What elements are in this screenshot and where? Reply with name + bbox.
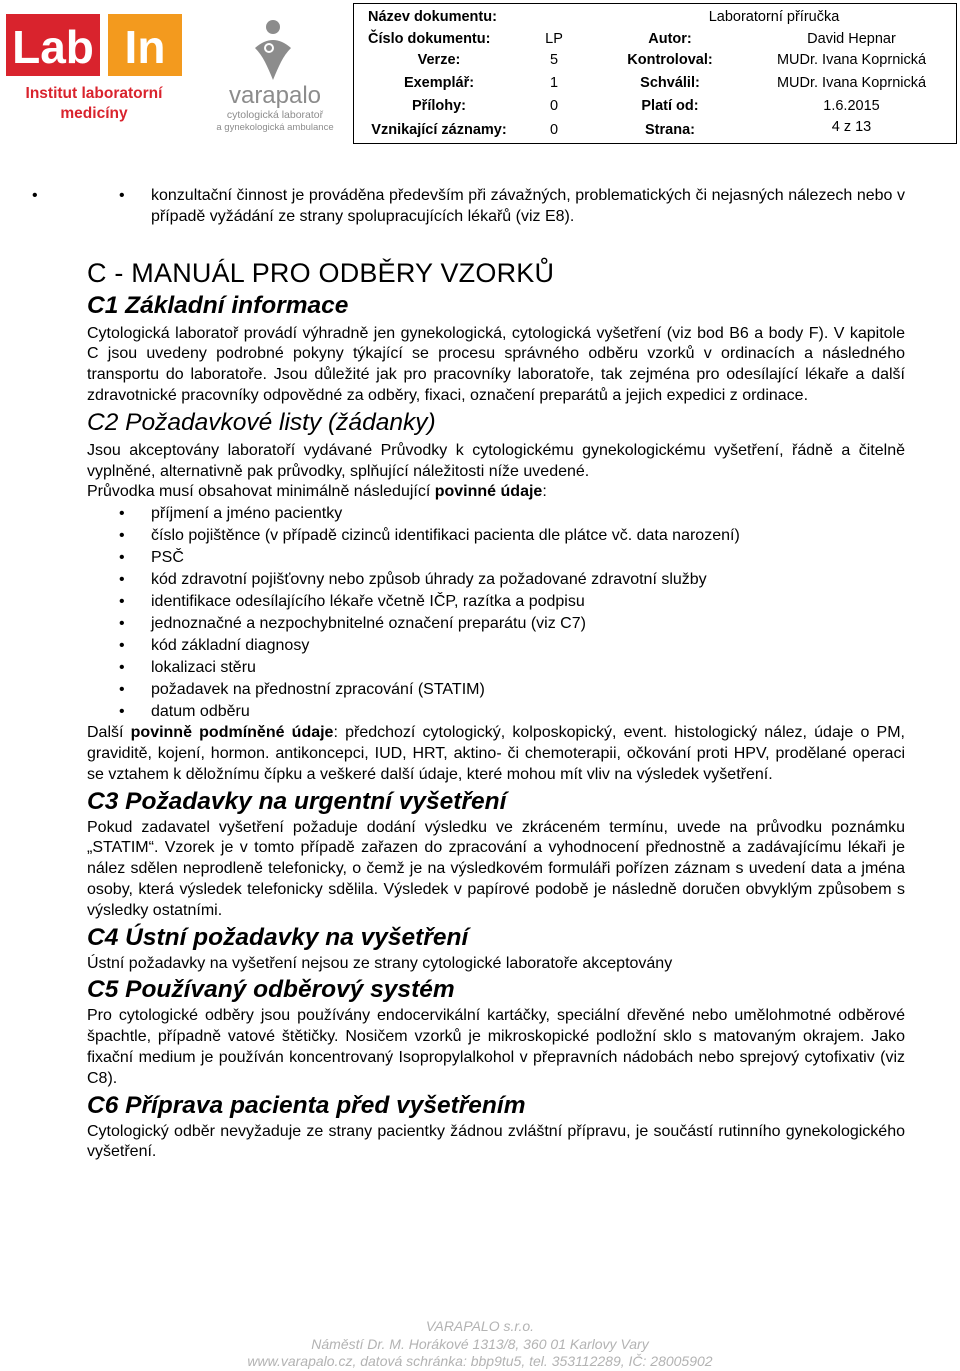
section-c3-title: C3 Požadavky na urgentní vyšetření [87,787,507,815]
document-info-table [353,3,957,144]
info-row-copy [354,72,956,94]
c2-text3-pre: Další [87,724,131,742]
in-logo-text: In [124,21,166,73]
list-item: • datum odběru [87,701,905,723]
varapalo-emblem-icon [255,20,291,80]
section-c2-text3 [87,723,905,785]
label-version: Verze: [417,52,461,68]
info-row-version [354,49,956,71]
section-c5-text: Pro cytologické odběry jsou používány endocervikální kartáčky, speciální dřevěné nebo umělohmotné odběrové špachtle, případně vatové štětičky. Nosičem vzorků je mikroskopické podložní sklo s matovaným okrajem. Jako fixační medium je používán koncentrovaný Isopropylalkohol v přepravních nádobách nebo sprejový cytofixativ (viz C8). [87,1007,905,1087]
section-c1-title: C1 Základní informace [87,291,349,319]
info-row-attachments [354,95,956,117]
label-checked-by: Kontroloval: [627,52,713,68]
footer-address: Náměstí Dr. M. Horákové 1313/8, 360 01 Karlovy Vary [311,1335,649,1352]
label-document-name: Název dokumentu: [368,9,497,25]
intro-bullet-text: konzultační činnost je prováděna především při závažných, problematických či nejasných nálezech nebo v případě vyžádání ze strany spolupracujících lékařů (viz E8). [151,187,905,225]
label-attachments: Přílohy: [412,98,466,114]
c2-text2-post: : [542,483,547,501]
label-records: Vznikající záznamy: [371,122,507,138]
list-item: • PSČ [87,547,905,569]
info-row-records [354,119,956,141]
lab-logo-line2: medicíny [60,105,128,122]
intro-list-item [0,186,905,228]
list-item: • požadavek na přednostní zpracování (STATIM) [87,679,905,701]
section-c2-text1: Jsou akceptovány laboratoří vydávané Průvodky k cytologickému gynekologickému vyšetření, řádně a čitelně vyplněné, alternativně pak průvodky, splňující náležitosti níže uvedené. [87,441,905,480]
value-page: 4 z 13 [831,119,872,135]
list-item: • kód zdravotní pojišťovny nebo způsob úhrady za požadované zdravotní služby [87,569,905,591]
value-approved-by: MUDr. Ivana Koprnická [776,75,927,91]
value-checked-by: MUDr. Ivana Koprnická [776,52,927,68]
varapalo-logo-name: varapalo [228,82,322,109]
varapalo-logo-line2: a gynekologická ambulance [216,122,334,133]
section-c4-title: C4 Ústní požadavky na vyšetření [87,923,469,951]
label-author: Autor: [648,31,692,47]
footer-contact: www.varapalo.cz, datová schránka: bbp9tu5, tel. 353112289, IČ: 28005902 [247,1353,713,1369]
section-c1-text: Cytologická laboratoř provádí výhradně jen gynekologická, cytologická vyšetření (viz bod B6 a body F). V kapitole C jsou uvedeny podrobné pokyny týkající se procesu správného odběru vzorků v ordinacích a následného transportu do laboratoře. Jsou důležité jak pro pracovníky laboratoře, tak zejména pro odesílající lékaře a další zdravotnické pracovníky odpovědné za odběry, fixaci, označení preparátů a jejich expedici z ordinace. [87,324,905,404]
document-body [87,186,905,1163]
required-data-list [87,503,905,723]
section-c2-text2 [87,482,905,503]
label-copy: Exemplář: [403,75,475,91]
list-item: • kód základní diagnosy [87,635,905,657]
value-records: 0 [549,122,559,138]
value-attachments: 0 [549,98,559,114]
c2-text2-pre: Průvodka musí obsahovat minimálně následující [87,483,435,501]
label-valid-from: Platí od: [641,98,699,114]
varapalo-logo-line1: cytologická laboratoř [226,109,324,121]
info-row-title [354,6,956,28]
page-footer [0,1318,960,1371]
section-c3-text: Pokud zadavatel vyšetření požaduje dodání výsledku ve zkráceném termínu, uvede na průvodku poznámku „STATIM“. Vzorek je v tomto případě zařazen do zpracování a vyhodnocení přednostně a zadávajícímu lékaři je nález sdělen neprodleně telefonicky, o čemž je na výsledkovém formuláři pořízen záznam s uvedení data a jména osoby, která výsledek telefonicky sdělila. Výsledek v papírové podobě je následně doručen obvyklým způsobem s výsledky ostatními. [87,818,905,919]
footer-company: VARAPALO s.r.o. [425,1318,535,1334]
bullet-icon: • • [119,187,125,204]
varapalo-logo [205,18,347,133]
list-item: • příjmení a jméno pacientky [87,503,905,525]
lab-logo-line1: Institut laboratorní [25,85,163,102]
c2-text3-bold: povinně podmíněné údaje [130,724,334,742]
label-page: Strana: [645,122,695,138]
value-valid-from: 1.6.2015 [823,98,880,114]
chapter-title: C - MANUÁL PRO ODBĚRY VZORKŮ [87,257,555,288]
value-document-number: LP [545,31,563,47]
section-c6-title: C6 Příprava pacienta před vyšetřením [87,1091,526,1119]
value-document-name: Laboratorní příručka [708,9,840,25]
info-row-number [354,28,956,50]
list-item: • identifikace odesílajícího lékaře včetně IČP, razítka a podpisu [87,591,905,613]
label-document-number: Číslo dokumentu: [368,31,491,47]
section-c2-title: C2 Požadavkové listy (žádanky) [87,408,436,436]
value-version: 5 [549,52,559,68]
intro-list [0,186,905,228]
list-item: • číslo pojištěnce (v případě cizinců identifikaci pacienta dle plátce vč. data narození) [87,525,905,547]
list-item: • lokalizaci stěru [87,657,905,679]
c2-text3-post: : předchozí cytologický, kolposkopický, event. histologický nález, údaje o PM, graviditě, kojení, hormon. antikoncepci, IUD, HRT, aktino- či chemoterapii, očkování proti HPV, prodělané operaci se vztahem k děložnímu čípku a veškeré další údaje, které mohou mít vliv na výsledek vyšetření. [87,724,906,783]
section-c5-title: C5 Používaný odběrový systém [87,976,455,1004]
value-copy: 1 [549,75,559,91]
c2-text2-bold: povinné údaje [434,483,543,501]
label-approved-by: Schválil: [640,75,700,91]
value-author: David Hepnar [807,31,896,47]
list-item: • jednoznačné a nezpochybnitelné označení preparátu (viz C7) [87,613,905,635]
section-c6-text: Cytologický odběr nevyžaduje ze strany pacientky žádnou zvláštní přípravu, je součástí rutinního gynekologického vyšetření. [87,1122,905,1161]
lab-in-logo [6,14,182,126]
lab-logo-text: Lab [12,21,94,73]
header-logos [0,0,352,145]
section-c4-text: Ústní požadavky na vyšetření nejsou ze strany cytologické laboratoře akceptovány [87,954,673,972]
